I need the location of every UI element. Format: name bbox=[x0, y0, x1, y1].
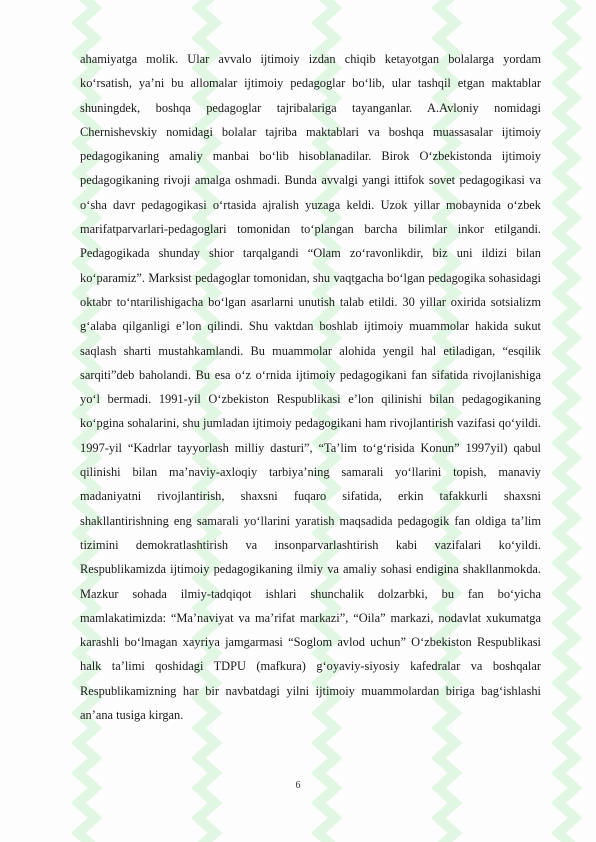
watermark-chevron bbox=[75, 800, 95, 836]
watermark-chevron bbox=[555, 500, 575, 536]
watermark-chevron bbox=[555, 110, 575, 146]
watermark-chevron bbox=[75, 830, 95, 842]
watermark-chevron bbox=[315, 740, 335, 776]
watermark-chevron bbox=[315, 830, 335, 842]
watermark-chevron bbox=[555, 350, 575, 386]
watermark-chevron bbox=[555, 470, 575, 506]
watermark-chevron bbox=[555, 290, 575, 326]
watermark-chevron bbox=[555, 560, 575, 596]
watermark-chevron bbox=[195, 5, 215, 41]
watermark-chevron bbox=[555, 410, 575, 446]
watermark-chevron bbox=[315, 800, 335, 836]
watermark-chevron bbox=[555, 50, 575, 86]
watermark-chevron bbox=[315, 0, 335, 26]
watermark-chevron bbox=[555, 200, 575, 236]
body-text-block bbox=[80, 47, 541, 727]
watermark-chevron bbox=[435, 5, 455, 41]
watermark-chevron bbox=[195, 725, 215, 761]
watermark-chevron bbox=[555, 800, 575, 836]
watermark-chevron bbox=[195, 815, 215, 842]
page-number: 6 bbox=[295, 780, 301, 791]
watermark-chevron bbox=[555, 680, 575, 716]
watermark-chevron bbox=[555, 650, 575, 686]
watermark-chevron bbox=[555, 590, 575, 626]
watermark-chevron bbox=[555, 230, 575, 266]
watermark-chevron bbox=[75, 740, 95, 776]
watermark-chevron bbox=[555, 620, 575, 656]
watermark-chevron bbox=[435, 725, 455, 761]
watermark-chevron bbox=[75, 0, 95, 26]
watermark-chevron bbox=[555, 710, 575, 746]
watermark-chevron bbox=[435, 0, 455, 11]
watermark-chevron bbox=[555, 530, 575, 566]
watermark-chevron bbox=[555, 440, 575, 476]
watermark-chevron bbox=[555, 0, 575, 26]
body-paragraph: ahamiyatga molik. Ular avvalo ijtimoiy izdan chiqib ketayotgan bolalarga yordam ko‘rsatish, ya’ni bu allomalar ijtimoiy pedagoglar bo‘lib, ular tashqil etgan maktablar shuningdek, boshqa pedagoglar tajribalariga tayanganlar. A.Avloniy nomidagi Chernishevskiy nomidagi bolalar tajriba maktablari va boshqa muassasalar ijtimoiy pedagogikaning amaliy manbai bo‘lib hisoblanadilar. Birok O‘zbekistonda ijtimoiy pedagogikaning rivoji amalga oshmadi. Bunda avvalgi yangi ittifok sovet pedagogikasi va o‘sha davr pedagogikasi o‘rtasida ajralish yuzaga keldi. Uzok yillar mobaynida o‘zbek marifatparvarlari-pedagoglari tomonidan to‘plangan barcha bilimlar inkor etilgandi. Pedagogikada shunday shior tarqalgandi “Olam zo‘ravonlikdir, biz uni ildizi bilan ko‘paramiz”. Marksist pedagoglar tomonidan, shu vaqtgacha bo‘lgan pedagogika sohasidagi oktabr to‘ntarilishigacha bo‘lgan asarlarni unutish talab etildi. 30 yillar oxirida sotsializm g‘alaba qilganligi e’lon qilindi. Shu vaktdan boshlab ijtimoiy muammolar hakida sukut saqlash sharti mustahkamlandi. Bu muammolar alohida yengil hal etiladigan, “esqilik sarqiti”deb baholandi. Bu esa o‘z o‘rnida ijtimoiy pedagogikani fan sifatida rivojlanishiga yo‘l bermadi. 1991-yil O‘zbekiston Respublikasi e’lon qilinishi bilan pedagogikaning ko‘pgina sohalarini, shu jumladan ijtimoiy pedagogikani ham rivojlantirish vazifasi qo‘yildi. 1997-yil “Kadrlar tayyorlash milliy dasturi”, “Ta’lim to‘g‘risida Konun” 1997yil) qabul qilinishi bilan ma’naviy-axloqiy tarbiya’ning samarali yo‘llarini topish, manaviy madaniyatni rivojlantirish, shaxsni fuqaro sifatida, erkin tafakkurli shaxsni shakllantirishning eng samarali yo‘llarini yaratish maqsadida pedagogik fan oldiga ta’lim tizimini demokratlashtirish va insonparvarlashtirish kabi vazifalari ko‘yildi. Respublikamizda ijtimoiy pedagogikaning ilmiy va amaliy sohasi endigina shakllanmokda. Mazkur sohada ilmiy-tadqiqot ishlari shunchalik dolzarbki, bu fan bo‘yicha mamlakatimizda: “Ma’naviyat va ma’rifat markazi”, “Oila” markazi, nodavlat xukumatga karashli bo‘lmagan xayriya jamgarmasi “Soglom avlod uchun” O‘zbekiston Respublikasi halk ta’limi qoshidagi TDPU (mafkura) g‘oyaviy-siyosiy kafedralar va boshqalar Respublikamizning har bir navbatdagi yilni ijtimoiy muammolardan biriga bag‘ishlashi an’ana tusiga kirgan. bbox=[80, 52, 541, 723]
watermark-chevron bbox=[555, 380, 575, 416]
watermark-chevron bbox=[555, 830, 575, 842]
watermark-chevron bbox=[435, 815, 455, 842]
watermark-chevron bbox=[555, 740, 575, 776]
watermark-chevron bbox=[555, 170, 575, 206]
watermark-chevron bbox=[555, 80, 575, 116]
watermark-chevron bbox=[555, 20, 575, 56]
watermark-chevron bbox=[555, 320, 575, 356]
watermark-chevron bbox=[195, 0, 215, 11]
watermark-chevron bbox=[555, 140, 575, 176]
watermark-chevron bbox=[555, 260, 575, 296]
